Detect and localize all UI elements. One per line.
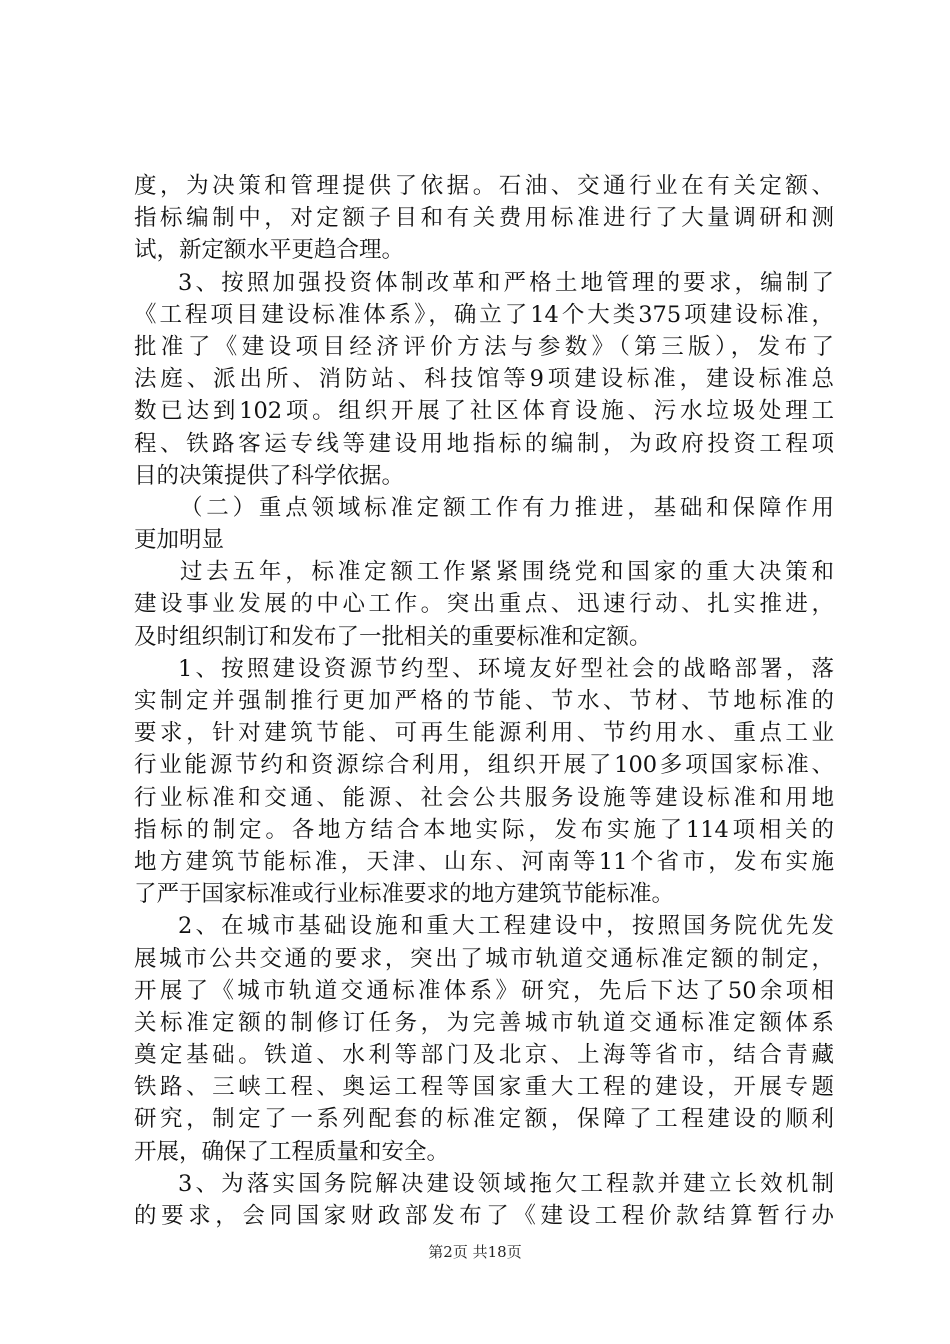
text-line: 《工程项目建设标准体系》，确立了14个大类375项建设标准， — [134, 301, 834, 328]
text-line: 批准了《建设项目经济评价方法与参数》（第三版），发布了 — [134, 333, 834, 360]
page-number: 第2页 — [428, 1243, 468, 1261]
text-line: 地方建筑节能标准，天津、山东、河南等11个省市，发布实施 — [134, 848, 834, 875]
text-line: 开展了《城市轨道交通标准体系》研究，先后下达了50余项相 — [134, 977, 834, 1004]
text-line: 度，为决策和管理提供了依据。石油、交通行业在有关定额、 — [134, 173, 834, 199]
page-footer — [0, 1242, 950, 1262]
text-line: 行业能源节约和资源综合利用，组织开展了100多项国家标准、 — [134, 752, 834, 779]
text-line: 过去五年，标准定额工作紧紧围绕党和国家的重大决策和 — [180, 559, 834, 586]
text-line: 奠定基础。铁道、水利等部门及北京、上海等省市，结合青藏 — [134, 1042, 834, 1069]
text-line: 及时组织制订和发布了一批相关的重要标准和定额。 — [134, 623, 652, 650]
text-line: 开展，确保了工程质量和安全。 — [134, 1138, 450, 1165]
text-line: 建设事业发展的中心工作。突出重点、迅速行动、扎实推进， — [134, 591, 834, 618]
text-line: 关标准定额的制修订任务，为完善城市轨道交通标准定额体系 — [134, 1009, 834, 1036]
text-line: 法庭、派出所、消防站、科技馆等9项建设标准，建设标准总 — [134, 366, 834, 393]
page-total: 共18页 — [472, 1243, 522, 1261]
text-line: 展城市公共交通的要求，突出了城市轨道交通标准定额的制定， — [134, 945, 834, 972]
text-line: 铁路、三峡工程、奥运工程等国家重大工程的建设，开展专题 — [134, 1074, 834, 1101]
text-line: 了严于国家标准或行业标准要求的地方建筑节能标准。 — [134, 881, 675, 908]
text-line: 1、按照建设资源节约型、环境友好型社会的战略部署，落 — [178, 655, 834, 682]
text-line: 行业标准和交通、能源、社会公共服务设施等建设标准和用地 — [134, 784, 834, 811]
document-body — [134, 170, 834, 1232]
text-line: 3、为落实国务院解决建设领域拖欠工程款并建立长效机制 — [178, 1170, 834, 1197]
text-line: 2、在城市基础设施和重大工程建设中，按照国务院优先发 — [178, 913, 834, 940]
text-line: （二）重点领域标准定额工作有力推进，基础和保障作用 — [180, 494, 834, 521]
text-line: 指标编制中，对定额子目和有关费用标准进行了大量调研和测 — [134, 205, 834, 232]
text-line: 目的决策提供了科学依据。 — [134, 462, 405, 489]
text-line: 指标的制定。各地方结合本地实际，发布实施了114项相关的 — [134, 816, 834, 843]
text-line: 3、按照加强投资体制改革和严格土地管理的要求，编制了 — [178, 269, 834, 296]
text-line: 实制定并强制推行更加严格的节能、节水、节材、节地标准的 — [134, 688, 834, 714]
text-line: 更加明显 — [134, 527, 225, 554]
text-line: 研究，制定了一系列配套的标准定额，保障了工程建设的顺利 — [134, 1106, 834, 1133]
text-line: 的要求，会同国家财政部发布了《建设工程价款结算暂行办 — [134, 1203, 834, 1229]
text-line: 要求，针对建筑节能、可再生能源利用、节约用水、重点工业 — [134, 720, 834, 747]
text-line: 试，新定额水平更趋合理。 — [134, 237, 405, 264]
text-line: 程、铁路客运专线等建设用地指标的编制，为政府投资工程项 — [134, 430, 834, 457]
text-line: 数已达到102项。组织开展了社区体育设施、污水垃圾处理工 — [134, 398, 834, 425]
